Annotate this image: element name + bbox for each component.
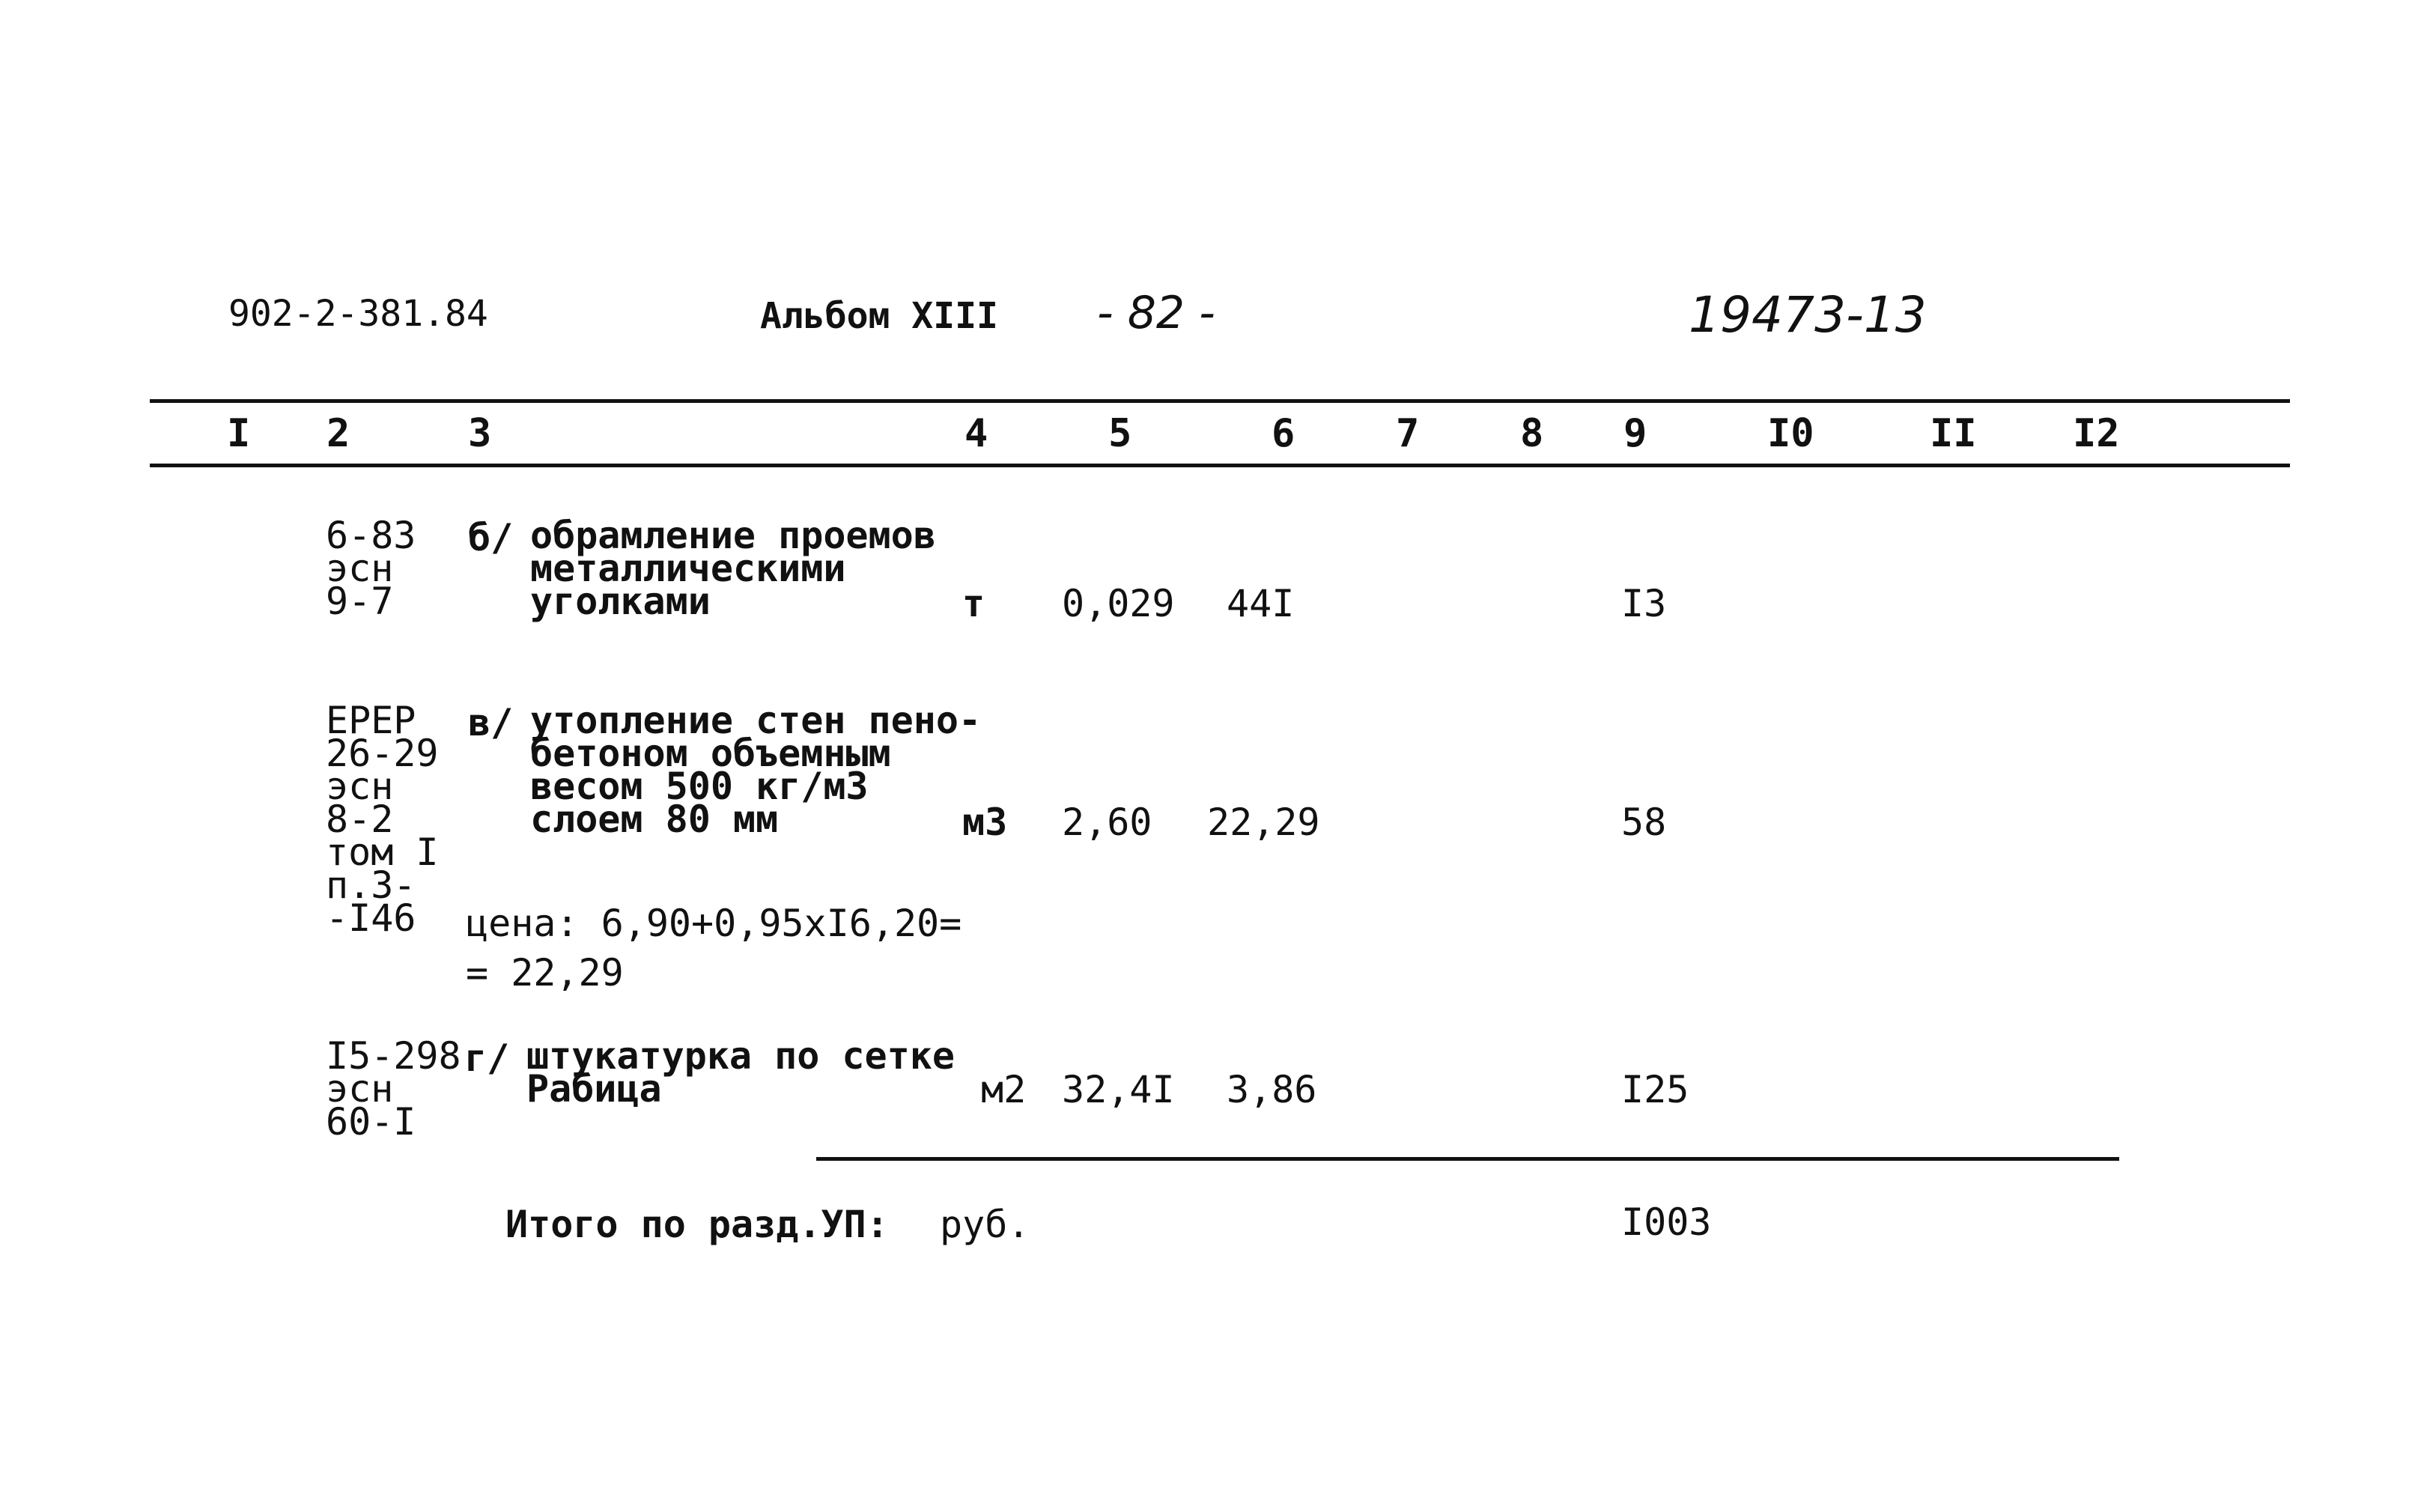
unit-price: 22,29 <box>1207 801 1320 844</box>
description-line: уголками <box>530 580 711 623</box>
column-header: 8 <box>1520 411 1544 456</box>
description-line: штукатурка по сетке <box>526 1034 955 1078</box>
description-line: бетоном объемным <box>530 732 891 775</box>
price-calculation <box>466 902 962 995</box>
norm-code-line: эсн <box>326 765 394 808</box>
summary-total: I003 <box>1621 1200 1712 1244</box>
item-description <box>526 1034 955 1111</box>
unit: т <box>962 582 985 625</box>
price-calculation-line: = 22,29 <box>466 951 624 995</box>
column-header: 6 <box>1272 411 1295 456</box>
unit-price: 44I <box>1227 582 1295 625</box>
column-header: II <box>1930 411 1977 456</box>
quantity: 0,029 <box>1062 582 1175 625</box>
table-top-rule <box>150 399 2290 403</box>
norm-code-line: 60-I <box>326 1100 416 1144</box>
norm-code-line: -I46 <box>326 896 416 940</box>
description-line: весом 500 кг/м3 <box>530 765 869 808</box>
item-letter: б/ <box>468 516 514 559</box>
column-header: 2 <box>326 411 350 456</box>
total-cost: I3 <box>1621 582 1667 625</box>
column-header: I <box>227 411 251 456</box>
column-header: 7 <box>1396 411 1420 456</box>
description-line: металлическими <box>530 547 846 590</box>
unit: м2 <box>981 1068 1027 1111</box>
norm-code-line: том I <box>326 831 439 874</box>
unit-price: 3,86 <box>1227 1068 1317 1111</box>
norm-code-line: п.3- <box>326 863 416 907</box>
column-header: 9 <box>1623 411 1647 456</box>
column-header: I0 <box>1767 411 1814 456</box>
norm-code-line: ЕРЕР <box>326 699 416 742</box>
album-label: Альбом XIII <box>760 295 998 337</box>
summary-rule <box>816 1157 2119 1161</box>
norm-code <box>326 699 439 940</box>
summary-label: Итого по разд.УП: <box>505 1203 889 1246</box>
table-header-rule <box>150 464 2290 467</box>
description-line: обрамление проемов <box>530 514 936 557</box>
item-description <box>530 699 982 841</box>
summary-unit: руб. <box>940 1203 1030 1246</box>
norm-code-line: 9-7 <box>326 580 394 623</box>
price-calculation-line: цена: 6,90+0,95хI6,20= <box>466 902 962 945</box>
column-header: 4 <box>965 411 988 456</box>
norm-code-line: 8-2 <box>326 798 394 841</box>
norm-code-line: эсн <box>326 547 394 590</box>
item-letter: в/ <box>468 701 514 744</box>
norm-code <box>326 514 416 623</box>
description-line: Рабица <box>526 1067 662 1111</box>
total-cost: I25 <box>1621 1068 1689 1111</box>
quantity: 2,60 <box>1062 801 1152 844</box>
norm-code-line: 26-29 <box>326 732 439 775</box>
document-number: 902-2-381.84 <box>228 293 488 335</box>
item-letter: г/ <box>464 1036 510 1080</box>
column-header: 3 <box>468 411 492 456</box>
description-line: утопление стен пено- <box>530 699 982 742</box>
norm-code <box>326 1034 461 1144</box>
norm-code-line: эсн <box>326 1067 394 1111</box>
page-number: - 82 - <box>1097 287 1215 339</box>
column-header: 5 <box>1108 411 1132 456</box>
unit: м3 <box>962 801 1008 844</box>
description-line: слоем 80 мм <box>530 798 779 841</box>
quantity: 32,4I <box>1062 1068 1175 1111</box>
norm-code-line: 6-83 <box>326 514 416 557</box>
item-description <box>530 514 936 623</box>
norm-code-line: I5-298 <box>326 1034 461 1078</box>
total-cost: 58 <box>1621 801 1667 844</box>
sheet-number: 19473-13 <box>1689 286 1927 344</box>
column-header: I2 <box>2073 411 2120 456</box>
